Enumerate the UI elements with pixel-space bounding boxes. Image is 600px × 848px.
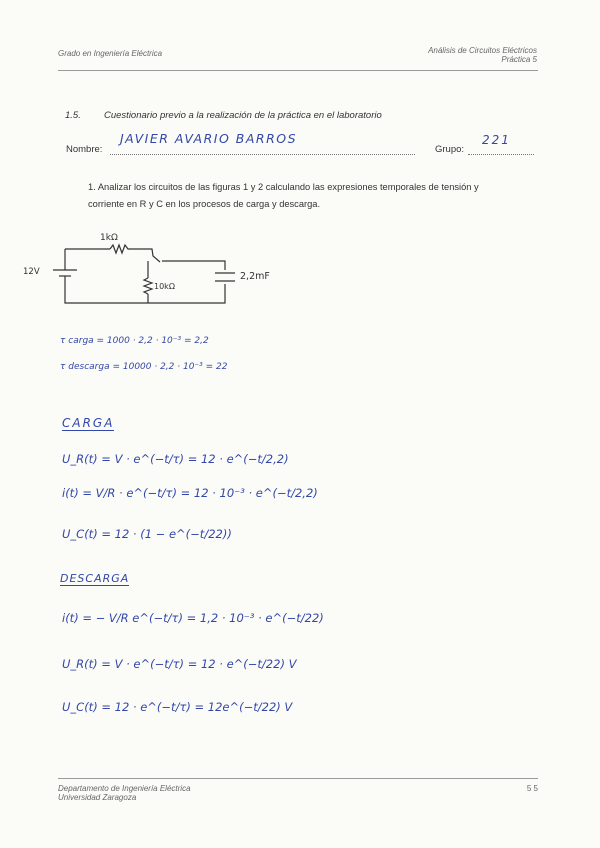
name-value: JAVIER AVARIO BARROS bbox=[120, 131, 298, 146]
source-label: 12V bbox=[23, 267, 40, 277]
tau-descarga: τ descarga = 10000 · 2,2 · 10⁻³ = 22 bbox=[60, 362, 228, 372]
question-line-1: 1. Analizar los circuitos de las figuras 1 y 2 calculando las expresiones temporales de tensión y bbox=[88, 182, 479, 192]
question-text bbox=[88, 179, 479, 213]
header-course: Análisis de Circuitos Eléctricos bbox=[428, 46, 537, 55]
resistor-mid-label: 10kΩ bbox=[154, 282, 175, 291]
header-divider bbox=[58, 70, 538, 71]
tau-carga: τ carga = 1000 · 2,2 · 10⁻³ = 2,2 bbox=[60, 336, 209, 346]
footer-department: Departamento de Ingeniería Eléctrica bbox=[58, 784, 191, 793]
descarga-heading: DESCARGA bbox=[60, 572, 130, 585]
header-practice: Práctica 5 bbox=[501, 55, 537, 64]
footer-text bbox=[58, 784, 191, 802]
section-title: Cuestionario previo a la realización de la práctica en el laboratorio bbox=[104, 110, 382, 121]
header-right bbox=[428, 46, 537, 64]
carga-eq-2: i(t) = V/R · e^(−t/τ) = 12 · 10⁻³ · e^(−t/2,2) bbox=[62, 486, 318, 500]
capacitor-label: 2,2mF bbox=[240, 271, 270, 282]
carga-eq-3: U_C(t) = 12 · (1 − e^(−t/22)) bbox=[62, 527, 232, 541]
descarga-eq-2: U_R(t) = V · e^(−t/τ) = 12 · e^(−t/22) V bbox=[62, 657, 297, 671]
name-label: Nombre: bbox=[66, 144, 103, 155]
group-value: 221 bbox=[482, 133, 511, 147]
carga-eq-1: U_R(t) = V · e^(−t/τ) = 12 · e^(−t/2,2) bbox=[62, 452, 289, 466]
carga-heading: CARGA bbox=[62, 416, 115, 430]
resistor-top-label: 1kΩ bbox=[100, 233, 118, 243]
circuit-diagram bbox=[20, 218, 280, 318]
descarga-eq-3: U_C(t) = 12 · e^(−t/τ) = 12e^(−t/22) V bbox=[62, 700, 293, 714]
descarga-eq-1: i(t) = − V/R e^(−t/τ) = 1,2 · 10⁻³ · e^(−t/22) bbox=[62, 611, 324, 625]
name-line bbox=[110, 154, 415, 155]
question-line-2: corriente en R y C en los procesos de carga y descarga. bbox=[88, 199, 321, 209]
group-label: Grupo: bbox=[435, 144, 465, 155]
header-left: Grado en Ingeniería Eléctrica bbox=[58, 49, 163, 58]
group-line bbox=[468, 154, 534, 155]
section-number: 1.5. bbox=[65, 110, 81, 121]
footer-divider bbox=[58, 778, 538, 779]
footer-university: Universidad Zaragoza bbox=[58, 793, 137, 802]
page-number: 5 5 bbox=[526, 784, 538, 793]
